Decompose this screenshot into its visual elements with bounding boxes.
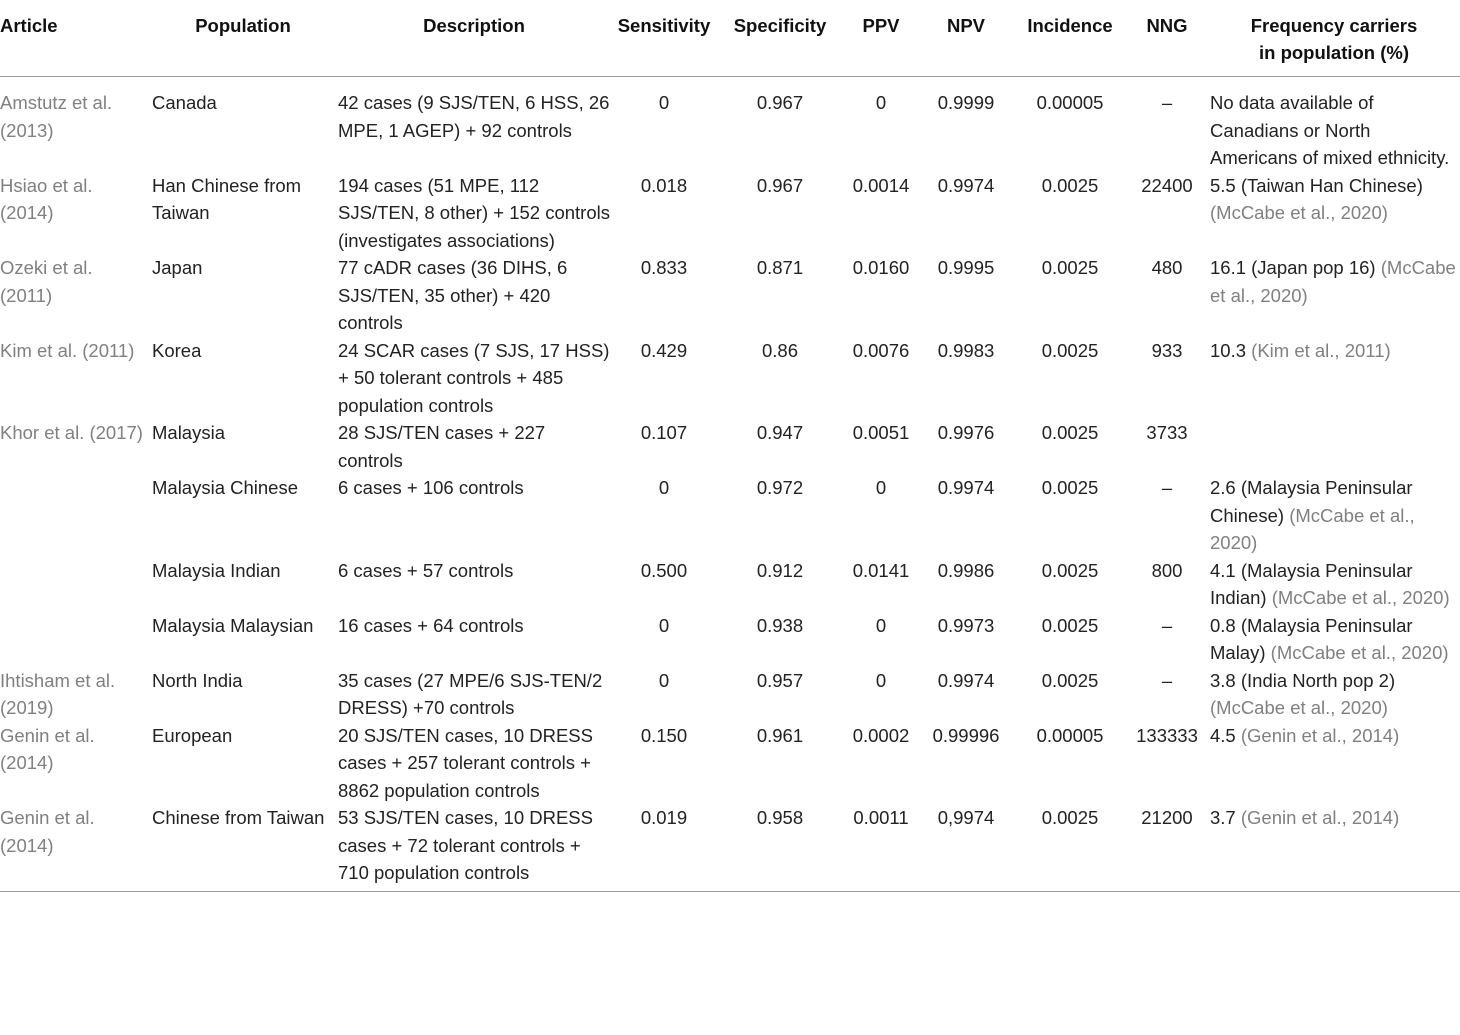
cell-description: 77 cADR cases (36 DIHS, 6 SJS/TEN, 35 other) + 420 controls (338, 257, 568, 333)
cell-frequency (1208, 419, 1460, 474)
table-row (0, 722, 1460, 805)
cell-specificity: 0.972 (756, 477, 804, 498)
cell-nng: – (1161, 477, 1173, 498)
frequency-reference: (McCabe et al., 2020) (1271, 587, 1450, 608)
cell-nng: – (1161, 669, 1173, 691)
cell-article (0, 474, 150, 557)
cell-ppv: 0 (875, 92, 887, 113)
cell-population: Korea (152, 339, 202, 361)
cell-sensitivity: 0.107 (640, 422, 688, 443)
cell-population: Han Chinese from Taiwan (152, 174, 302, 223)
cell-npv: 0.9983 (937, 339, 995, 361)
cell-frequency (1208, 474, 1460, 557)
frequency-text: 4.5 (1210, 724, 1241, 746)
cell-sensitivity: 0.019 (612, 804, 716, 891)
frequency-reference: (McCabe et al., 2020) (1270, 642, 1449, 663)
header-specificity: Specificity (716, 0, 844, 77)
header-frequency-line1: Frequency carriers (1250, 15, 1418, 36)
cell-sensitivity: 0.150 (640, 724, 688, 746)
cell-ppv: 0 (875, 614, 887, 636)
cell-ppv: 0 (875, 669, 887, 691)
cell-description: 24 SCAR cases (7 SJS, 17 HSS) + 50 tolerant controls + 485 population controls (338, 339, 610, 416)
table-row (0, 172, 1460, 255)
cell-specificity: 0.938 (756, 614, 804, 636)
frequency-text: 3.7 (1210, 807, 1241, 828)
cell-population: Japan (152, 257, 203, 278)
frequency-reference: (McCabe et al., 2020) (1210, 202, 1388, 223)
cell-ppv: 0.0160 (852, 257, 910, 278)
cell-frequency (1208, 557, 1460, 612)
cell-sensitivity: 0 (658, 669, 670, 691)
cell-description: 194 cases (51 MPE, 112 SJS/TEN, 8 other) + 152 controls (investigates associations) (338, 174, 610, 251)
cell-frequency (1208, 77, 1460, 172)
cell-nng: – (1161, 614, 1173, 636)
cell-specificity: 0.957 (756, 669, 804, 691)
cell-frequency (1208, 667, 1460, 722)
header-sensitivity: Sensitivity (612, 0, 716, 77)
cell-npv: 0.9974 (937, 174, 995, 196)
cell-nng: 933 (1151, 339, 1183, 361)
cell-frequency (1208, 337, 1460, 420)
cell-incidence: 0.0025 (1041, 669, 1099, 691)
frequency-text: 3.8 (India North pop 2) (1210, 669, 1396, 691)
cell-description: 6 cases + 106 controls (338, 477, 524, 498)
frequency-reference: (McCabe et al., 2020) (1210, 257, 1456, 306)
cell-npv: 0.9973 (937, 614, 995, 636)
header-ppv: PPV (844, 0, 918, 77)
cell-population: North India (152, 669, 243, 691)
cell-npv: 0.9976 (937, 422, 995, 443)
frequency-text: 0.8 (Malaysia Peninsular Malay) (1210, 614, 1413, 663)
cell-sensitivity: 0 (658, 614, 670, 636)
cell-npv: 0.9974 (937, 669, 995, 691)
table-row (0, 612, 1460, 667)
cell-ppv: 0.0051 (852, 422, 910, 443)
cell-description: 28 SJS/TEN cases + 227 controls (338, 422, 546, 471)
cell-ppv: 0.0014 (852, 174, 910, 196)
cell-nng: 480 (1151, 257, 1183, 278)
cell-frequency (1208, 612, 1460, 667)
cell-specificity: 0.967 (756, 174, 804, 196)
table-row (0, 804, 1460, 891)
cell-frequency (1208, 804, 1460, 891)
cell-sensitivity: 0.018 (640, 174, 688, 196)
cell-nng: 3733 (1146, 422, 1188, 443)
cell-incidence: 0.00005 (1036, 92, 1104, 113)
cell-incidence: 0.0025 (1041, 559, 1099, 581)
frequency-reference: (McCabe et al., 2020) (1210, 697, 1388, 718)
header-npv: NPV (918, 0, 1014, 77)
cell-specificity: 0.86 (761, 339, 798, 361)
cell-incidence: 0.00005 (1036, 724, 1104, 746)
cell-incidence: 0.0025 (1041, 174, 1099, 196)
cell-nng: 22400 (1141, 174, 1193, 196)
cell-frequency (1208, 722, 1460, 805)
header-row (0, 0, 1460, 77)
cell-description: 16 cases + 64 controls (338, 614, 524, 636)
cell-description: 42 cases (9 SJS/TEN, 6 HSS, 26 MPE, 1 AGEP) + 92 controls (338, 92, 610, 141)
cell-ppv: 0.0076 (852, 339, 910, 361)
cell-article: Hsiao et al. (2014) (0, 174, 93, 223)
cell-frequency (1208, 172, 1460, 255)
cell-incidence: 0.0025 (1014, 804, 1126, 891)
table-row (0, 557, 1460, 612)
cell-description: 20 SJS/TEN cases, 10 DRESS cases + 257 tolerant controls + 8862 population controls (338, 724, 593, 801)
table-header (0, 0, 1460, 77)
cell-sensitivity: 0.500 (640, 559, 688, 581)
cell-ppv: 0.0141 (852, 559, 910, 581)
cell-nng: – (1161, 92, 1173, 113)
cell-article: Genin et al. (2014) (0, 724, 95, 773)
header-incidence: Incidence (1014, 0, 1126, 77)
cell-population: Malaysia Indian (152, 559, 281, 581)
header-article: Article (0, 0, 150, 77)
cell-npv: 0.9986 (937, 559, 995, 581)
cell-npv: 0.9999 (937, 92, 995, 113)
cell-article: Kim et al. (2011) (0, 339, 135, 361)
cell-article: Khor et al. (2017) (0, 422, 143, 443)
frequency-reference: (Kim et al., 2011) (1251, 339, 1391, 361)
cell-population: Chinese from Taiwan (150, 804, 336, 891)
cell-sensitivity: 0 (658, 92, 670, 113)
frequency-text: No data available of Canadians or North Americans of mixed ethnicity. (1210, 92, 1450, 168)
cell-article: Ozeki et al. (2011) (0, 257, 93, 306)
cell-nng: 21200 (1126, 804, 1208, 891)
frequency-text: 16.1 (Japan pop 16) (1210, 257, 1381, 278)
cell-specificity: 0.947 (756, 422, 804, 443)
cell-sensitivity: 0.429 (640, 339, 688, 361)
cell-article: Ihtisham et al. (2019) (0, 669, 116, 718)
cell-specificity: 0.871 (756, 257, 804, 278)
cell-article (0, 612, 150, 667)
header-nng: NNG (1126, 0, 1208, 77)
cell-frequency (1208, 254, 1460, 337)
cell-nng: 800 (1151, 559, 1183, 581)
cell-sensitivity: 0.833 (640, 257, 688, 278)
cell-population: Malaysia (152, 422, 225, 443)
header-frequency-line2: in population (%) (1258, 42, 1410, 63)
header-population: Population (150, 0, 336, 77)
cell-npv: 0.99996 (932, 724, 1000, 746)
frequency-reference: (Genin et al., 2014) (1240, 807, 1400, 828)
cell-article: Amstutz et al. (2013) (0, 92, 113, 141)
header-frequency (1208, 0, 1460, 77)
cell-article (0, 557, 150, 612)
cell-npv: 0,9974 (918, 804, 1014, 891)
cell-incidence: 0.0025 (1041, 422, 1099, 443)
cell-incidence: 0.0025 (1041, 477, 1099, 498)
cell-population: Malaysia Malaysian (152, 614, 314, 636)
cell-specificity: 0.967 (756, 92, 804, 113)
cell-description: 53 SJS/TEN cases, 10 DRESS cases + 72 tolerant controls + 710 population controls (336, 804, 612, 891)
table-row (0, 667, 1460, 722)
cell-specificity: 0.912 (756, 559, 804, 581)
frequency-text: 4.1 (Malaysia Peninsular Indian) (1210, 559, 1413, 608)
frequency-text: 5.5 (Taiwan Han Chinese) (1210, 174, 1423, 196)
cell-npv: 0.9995 (937, 257, 995, 278)
table-row (0, 337, 1460, 420)
cell-population: Malaysia Chinese (152, 477, 299, 498)
table-row (0, 419, 1460, 474)
table-body (0, 77, 1460, 892)
cell-incidence: 0.0025 (1041, 257, 1099, 278)
cell-incidence: 0.0025 (1041, 614, 1099, 636)
frequency-text: 2.6 (Malaysia Peninsular Chinese) (1210, 477, 1413, 526)
cell-article: Genin et al. (2014) (0, 804, 150, 891)
table-row (0, 77, 1460, 172)
frequency-reference: (Genin et al., 2014) (1240, 724, 1400, 746)
cell-specificity: 0.958 (716, 804, 844, 891)
frequency-reference: (McCabe et al., 2020) (1210, 504, 1415, 553)
header-description: Description (336, 0, 612, 77)
cell-ppv: 0 (875, 477, 887, 498)
table-row (0, 474, 1460, 557)
cell-sensitivity: 0 (658, 477, 670, 498)
cell-description: 6 cases + 57 controls (338, 559, 514, 581)
cell-ppv: 0.0011 (844, 804, 918, 891)
table-row (0, 254, 1460, 337)
cell-specificity: 0.961 (756, 724, 804, 746)
frequency-text: 10.3 (1210, 339, 1252, 361)
cell-description: 35 cases (27 MPE/6 SJS-TEN/2 DRESS) +70 controls (338, 669, 603, 718)
cell-npv: 0.9974 (937, 477, 995, 498)
cell-incidence: 0.0025 (1041, 339, 1099, 361)
cell-ppv: 0.0002 (852, 724, 910, 746)
cell-population: Canada (152, 92, 217, 113)
cell-nng: 133333 (1136, 724, 1198, 746)
cell-population: European (152, 724, 233, 746)
